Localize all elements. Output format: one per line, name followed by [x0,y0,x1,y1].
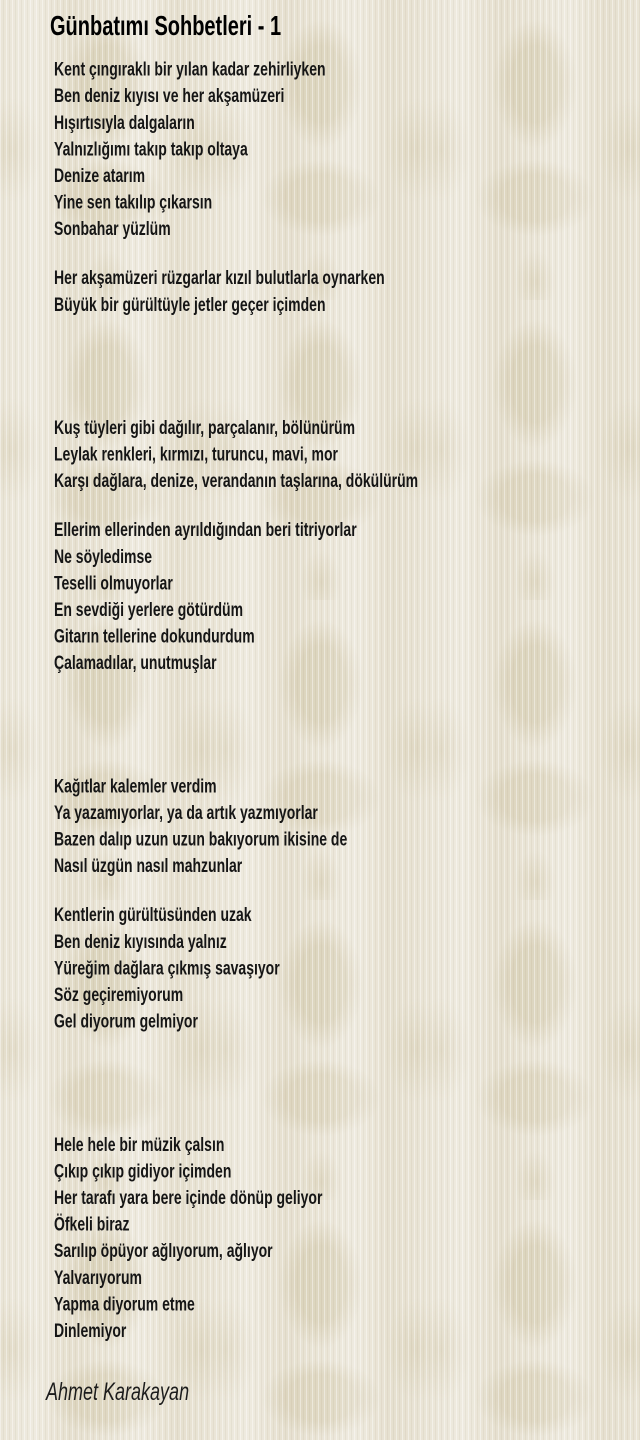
stanza [54,517,640,677]
poem-line: Öfkeli biraz [54,1212,130,1235]
stanza [54,902,640,1035]
poem-line: Yine sen takılıp çıkarsın [54,190,213,213]
poem-line: Kağıtlar kalemler verdim [54,774,217,797]
stanza [54,414,640,494]
poem-line: Kent çıngıraklı bir yılan kadar zehirliyken [54,57,326,80]
poem-line: Sonbahar yüzlüm [54,217,171,240]
poem-title: Günbatımı Sohbetleri - 1 [50,11,282,42]
poem-line: Yalnızlığımı takıp takıp oltaya [54,137,248,160]
poem-line: Ne söyledimse [54,544,153,567]
poem-line: Çalamadılar, unutmuşlar [54,651,217,674]
stanza [54,265,640,318]
poem-line: Gitarın tellerine dokundurdum [54,624,255,647]
poem-line: Ellerim ellerinden ayrıldığından beri titriyorlar [54,518,357,541]
stanza [54,1131,640,1344]
poem-line: Dinlemiyor [54,1318,127,1342]
poem-line: Ben deniz kıyısı ve her akşamüzeri [54,84,285,107]
poem-author: Ahmet Karakayan [46,1377,190,1406]
stanza [54,56,640,242]
poem-line: Hışırtısıyla dalgaların [54,110,195,133]
poem-line: Leylak renkleri, kırmızı, turuncu, mavi, mor [54,442,338,465]
poem-line: Teselli olmuyorlar [54,571,173,594]
poem-line: Karşı dağlara, denize, verandanın taşlarına, dökülürüm [54,469,419,492]
poem-line: Hele hele bir müzik çalsın [54,1132,225,1155]
poem-line: Kuş tüyleri gibi dağılır, parçalanır, bölünürüm [54,415,356,439]
poem-line: Her tarafı yara bere içinde dönüp geliyor [54,1185,323,1209]
poem-line: Yüreğim dağlara çıkmış savaşıyor [54,956,280,979]
poem-line: Sarılıp öpüyor ağlıyorum, ağlıyor [54,1239,273,1262]
poem-line: Kentlerin gürültüsünden uzak [54,903,252,926]
poem-line: Çıkıp çıkıp gidiyor içimden [54,1159,232,1182]
poem-line: Yapma diyorum etme [54,1292,195,1315]
poem-line: Her akşamüzeri rüzgarlar kızıl bulutlarla oynarken [54,266,385,289]
poem-line: Gel diyorum gelmiyor [54,1009,198,1032]
poem-line: En sevdiği yerlere götürdüm [54,597,244,621]
poem-line: Nasıl üzgün nasıl mahzunlar [54,854,243,877]
poem-line: Ya yazamıyorlar, ya da artık yazmıyorlar [54,800,318,824]
poem-line: Bazen dalıp uzun uzun bakıyorum ikisine de [54,827,348,850]
poem-line: Büyük bir gürültüyle jetler geçer içimden [54,292,326,315]
poem-line: Denize atarım [54,163,146,187]
poem-line: Söz geçiremiyorum [54,982,184,1006]
poem-line: Ben deniz kıyısında yalnız [54,929,227,952]
poem-line: Yalvarıyorum [54,1265,142,1288]
stanza [54,773,640,879]
poem-body [54,56,640,1344]
